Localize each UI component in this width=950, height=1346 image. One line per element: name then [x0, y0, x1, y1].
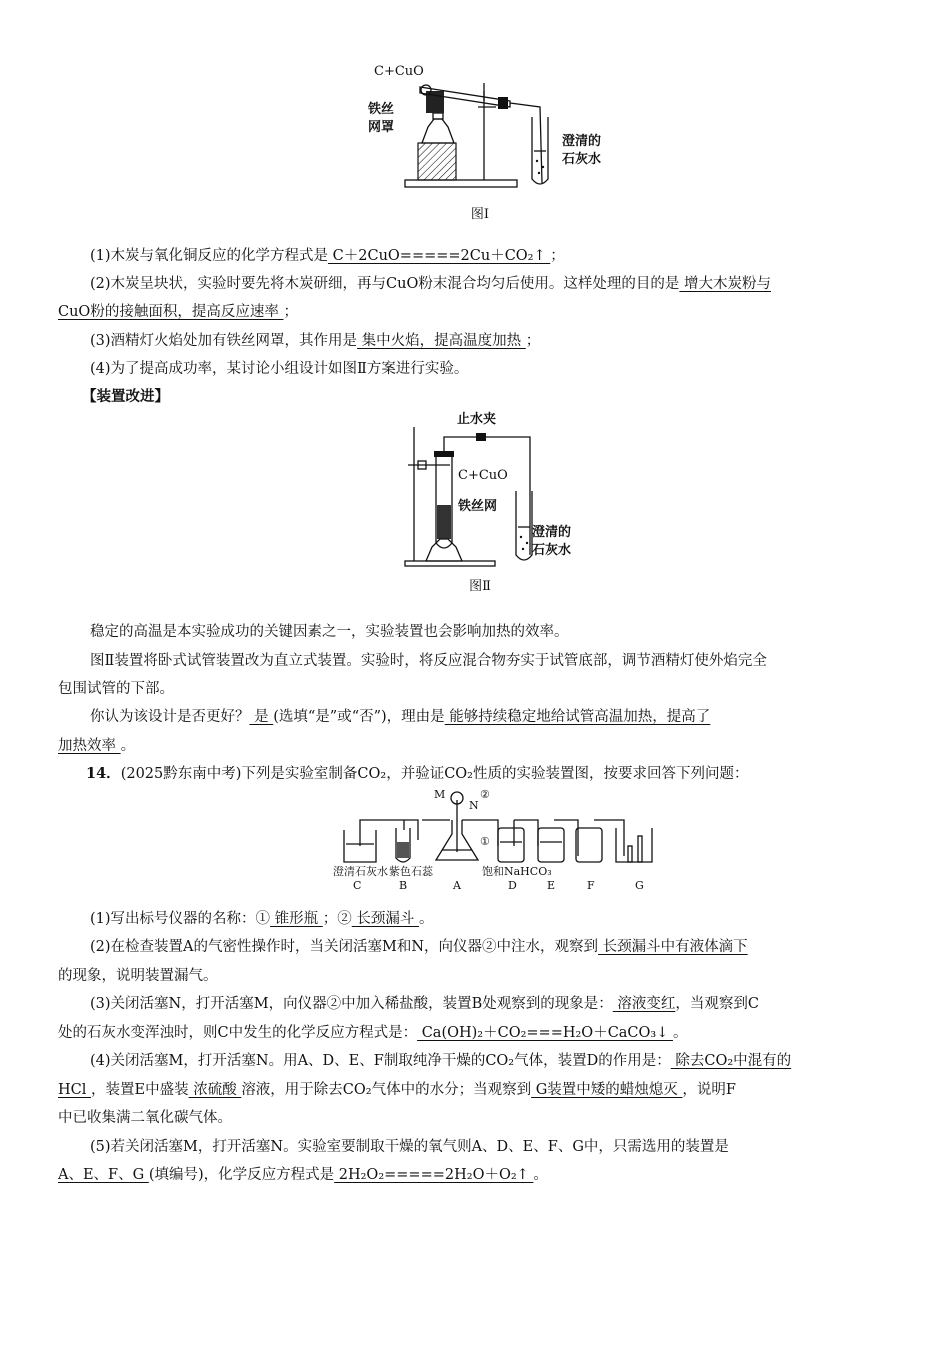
fig1-lime-label — [562, 134, 601, 167]
q14-p4-text: (4)关闭活塞M，打开活塞N。用A、D、E、F制取纯净干燥的CO₂气体，装置D的作用是： — [90, 1053, 671, 1069]
fig2-clamp-label: 止水夹 — [457, 412, 497, 427]
q14-p4-mid1: ，装置E中盛装 — [91, 1082, 189, 1098]
fig1-mesh-label-line2: 网罩 — [368, 120, 395, 135]
q14-p3-line2-text: 处的石灰水变浑浊时，则C中发生的化学反应方程式是： — [58, 1025, 418, 1041]
q14-part3 — [58, 994, 892, 1014]
fig1-reagent-label: C+CuO — [374, 64, 424, 79]
q13-p2-answer-a: 增大木炭粉与 — [679, 276, 771, 292]
q14-p1-text: (1)写出标号仪器的名称：① — [90, 911, 271, 927]
q14-p3-text: (3)关闭活塞N，打开活塞M，向仪器②中加入稀盐酸，装置B处观察到的现象是： — [90, 996, 613, 1012]
q14-part2-cont: 的现象，说明装置漏气。 — [58, 968, 218, 984]
q14-p1-answer1: 锥形瓶 — [270, 911, 323, 927]
q13-p1-end: ； — [550, 248, 565, 264]
q14-p3-answer: 溶液变红 — [612, 996, 676, 1012]
q14-p5-end: 。 — [533, 1167, 548, 1183]
fig1-mesh-label — [368, 102, 394, 135]
fig2-mesh-label: 铁丝网 — [458, 499, 498, 514]
figure-1 — [400, 55, 600, 195]
para-line5 — [58, 736, 892, 756]
q14-p3-answer2: Ca(OH)₂＋CO₂===H₂O＋CaCO₃↓ — [417, 1025, 673, 1041]
q14-part4-cont2: 中已收集满二氧化碳气体。 — [58, 1110, 232, 1126]
q14-p4-mid2: 溶液，用于除去CO₂气体中的水分；当观察到 — [241, 1082, 532, 1098]
fig1-lime-label-line1: 澄清的 — [562, 134, 602, 149]
fig3-desc-B: 紫色石蕊 — [389, 865, 433, 878]
q13-p3-text: (3)酒精灯火焰处加有铁丝网罩，其作用是 — [90, 333, 358, 349]
figure-3-apparatus — [338, 790, 658, 870]
para-l4-text: 你认为该设计是否更好？ — [90, 709, 250, 725]
q13-part2 — [58, 274, 892, 294]
fig1-lime-label-line2: 石灰水 — [562, 152, 602, 167]
q13-p2-text: (2)木炭呈块状，实验时要先将木炭研细，再与CuO粉末混合均匀后使用。这样处理的目的是 — [90, 276, 680, 292]
fig3-label-N: N — [469, 799, 479, 812]
q14-p1-answer2: 长颈漏斗 — [351, 911, 419, 927]
fig3-letter-E: E — [547, 879, 556, 892]
q13-p1-text: (1)木炭与氧化铜反应的化学方程式是 — [90, 248, 329, 264]
fig1-caption: 图Ⅰ — [470, 207, 490, 222]
q13-part1 — [58, 246, 892, 266]
q14-part5-cont — [58, 1165, 892, 1185]
para-line4 — [58, 707, 892, 727]
q14-p2-text: (2)在检查装置A的气密性操作时，当关闭活塞M和N，向仪器②中注水，观察到 — [90, 939, 599, 955]
q14-p4-mid3: ，说明F — [682, 1082, 736, 1098]
q14-p1-end: 。 — [418, 911, 434, 927]
q14-part4 — [58, 1051, 892, 1071]
q14-intro-text: (2025黔东南中考)下列是实验室制备CO₂，并验证CO₂性质的实验装置图，按要求回答下列问题： — [120, 766, 749, 782]
fig3-label-circle1: ① — [480, 835, 490, 848]
fig3-letter-A: A — [453, 879, 461, 892]
q14-p5-answer2: 2H₂O₂=====2H₂O＋O₂↑ — [334, 1167, 534, 1183]
fig3-letter-F: F — [587, 879, 595, 892]
q14-p4-answer1-a: 除去CO₂中混有的 — [670, 1053, 792, 1069]
q14-part4-cont — [58, 1080, 892, 1100]
fig3-desc-D: 饱和NaHCO₃ — [482, 865, 552, 878]
fig2-lime-label-line2: 石灰水 — [532, 543, 572, 558]
fig2-lime-label-line1: 澄清的 — [532, 525, 572, 540]
fig2-lime-label — [532, 525, 571, 558]
q14-p4-answer1-b: HCl — [58, 1082, 91, 1098]
q13-p3-end: ； — [525, 333, 541, 349]
para-l4-end: 。 — [120, 738, 136, 754]
section-heading: 【装置改进】 — [82, 388, 169, 405]
q14-p1-mid: ；② — [322, 911, 352, 927]
para-line3: 包围试管的下部。 — [58, 681, 174, 697]
q14-p5-answer1-b: A、E、F、G — [58, 1167, 149, 1183]
q14-p3-mid: ，当观察到C — [675, 996, 759, 1012]
q13-p2-answer-b: CuO粉的接触面积，提高反应速率 — [58, 304, 284, 320]
fig3-label-M: M — [434, 788, 446, 801]
fig3-letter-B: B — [399, 879, 408, 892]
fig2-caption: 图Ⅱ — [469, 579, 491, 594]
fig2-reagent-label: C+CuO — [458, 468, 508, 483]
q14-p4-answer2: 浓硫酸 — [188, 1082, 242, 1098]
q14-p2-answer: 长颈漏斗中有液体滴下 — [598, 939, 748, 955]
para-l4-mid: (选填“是”或“否”)，理由是 — [273, 709, 445, 725]
q13-part3 — [58, 331, 892, 351]
para-l4-answer1: 是 — [249, 709, 274, 725]
q14-part3-cont — [58, 1023, 892, 1043]
q14-intro — [58, 764, 892, 784]
fig3-letter-C: C — [353, 879, 362, 892]
q13-p2-end: ； — [283, 304, 298, 320]
fig3-letter-G: G — [635, 879, 644, 892]
q14-p4-answer3: G装置中矮的蜡烛熄灭 — [531, 1082, 683, 1098]
q14-p5-text: (5)若关闭活塞M，打开活塞N。实验室要制取干燥的氧气则A、D、E、F、G中，只需选用的装置是 — [90, 1139, 729, 1155]
para-line1: 稳定的高温是本实验成功的关键因素之一，实验装置也会影响加热的效率。 — [90, 624, 569, 640]
fig3-desc-C: 澄清石灰水 — [333, 865, 388, 878]
para-line2: 图Ⅱ装置将卧式试管装置改为直立式装置。实验时，将反应混合物夯实于试管底部，调节酒精灯使外焰完全 — [90, 653, 767, 669]
q14-part2 — [58, 937, 892, 957]
fig3-label-circle2: ② — [480, 788, 490, 801]
q14-p3-end: 。 — [672, 1025, 688, 1041]
q13-part4: (4)为了提高成功率，某讨论小组设计如图Ⅱ方案进行实验。 — [90, 361, 469, 377]
fig1-mesh-label-line1: 铁丝 — [368, 102, 395, 117]
q13-part2-cont — [58, 302, 892, 322]
q14-part1 — [58, 909, 892, 929]
para-l4-answer2-a: 能够持续稳定地给试管高温加热，提高了 — [444, 709, 711, 725]
q13-p3-answer: 集中火焰，提高温度加热 — [357, 333, 526, 349]
q14-p5-mid: (填编号)，化学反应方程式是 — [148, 1167, 335, 1183]
q14-part5 — [58, 1137, 892, 1157]
para-l4-answer2-b: 加热效率 — [58, 738, 121, 754]
fig3-letter-D: D — [508, 879, 517, 892]
q14-number: 14． — [86, 765, 121, 782]
q13-p1-answer: C＋2CuO=====2Cu＋CO₂↑ — [328, 248, 551, 264]
